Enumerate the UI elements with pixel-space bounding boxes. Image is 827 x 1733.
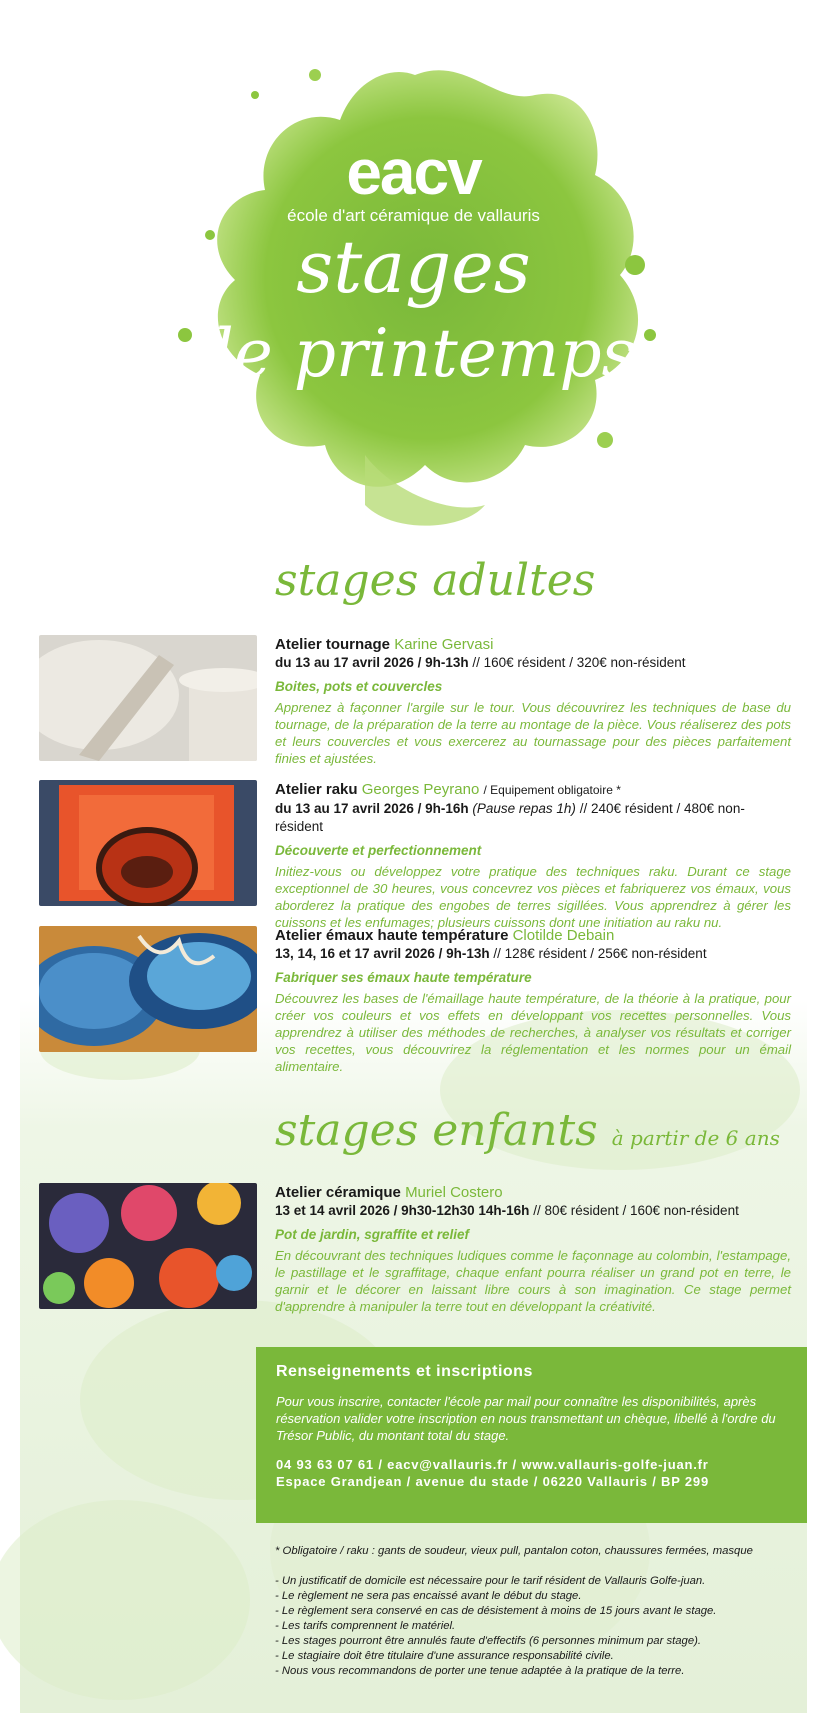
children-age-note: à partir de 6 ans (611, 1126, 780, 1150)
hero-title-line2: de printemps (191, 315, 636, 392)
course-dates: du 13 au 17 avril 2026 / 9h-13h (275, 655, 469, 670)
course-teacher: Muriel Costero (405, 1184, 503, 1201)
rule-item: - Le règlement sera conservé en cas de désistement à moins de 15 jours avant le stage. (275, 1605, 717, 1617)
school-logo (0, 136, 827, 226)
registration-text: Pour vous inscrire, contacter l'école par mail pour connaître les disponibilités, après réservation valider votre inscription en nous transmettant un chèque, libellé à l'ordre du Trésor Public, du montant total du stage. (276, 1394, 776, 1443)
adults-section-title (275, 555, 595, 606)
rule-item: - Le règlement ne sera pas encaissé avant le début du stage. (275, 1590, 582, 1602)
adults-title-text: stages adultes (275, 555, 596, 606)
course-extra: (Pause repas 1h) (472, 801, 576, 816)
contact-line: 04 93 63 07 61 / eacv@vallauris.fr / www.vallauris-golfe-juan.fr (276, 1457, 709, 1472)
registration-title: Renseignements et inscriptions (276, 1363, 533, 1380)
rule-item: - Nous vous recommandons de porter une tenue adaptée à la pratique de la terre. (275, 1665, 685, 1677)
school-name: école d'art céramique de vallauris (287, 206, 540, 225)
address-line: Espace Grandjean / avenue du stade / 06220 Vallauris / BP 299 (276, 1474, 709, 1489)
course-description: Découvrez les bases de l'émaillage haute température, de la théorie à la pratique, pour créer vos couleurs et vos effets en développant vos recettes personnelles. Vous apprendrez à utiliser des méthodes de recherches, à analyser vos résultats et corriger vos recettes, vous découvrirez la réglementation et les normes pour un émail alimentaire. (275, 991, 791, 1074)
course-teacher: Karine Gervasi (394, 636, 494, 653)
rule-item: - Le stagiaire doit être titulaire d'une assurance responsabilité civile. (275, 1650, 614, 1662)
course-subtitle: Pot de jardin, sgraffite et relief (275, 1227, 470, 1242)
course-teacher: Georges Peyrano (361, 781, 480, 798)
rule-item: - Les tarifs comprennent le matériel. (275, 1620, 456, 1632)
course-subtitle: Fabriquer ses émaux haute température (275, 970, 532, 985)
course-description: Apprenez à façonner l'argile sur le tour. Vous découvrirez les techniques de base du tournage, de la préparation de la terre au montage de la pièce. Vous réaliserez des pots et leurs couvercles et vous exercerez au tournassage pour des pièces parfaitement finies et ajustées. (275, 700, 791, 766)
course-name: Atelier raku (275, 781, 358, 798)
course-dates: 13, 14, 16 et 17 avril 2026 / 9h-13h (275, 946, 490, 961)
children-title-text: stages enfants (275, 1105, 598, 1156)
logo-mark: eacv (346, 136, 481, 208)
course-price: // 160€ résident / 320€ non-résident (472, 655, 686, 670)
rule-item: - Un justificatif de domicile est nécessaire pour le tarif résident de Vallauris Golfe-juan. (275, 1575, 706, 1587)
course-photo-glaze (39, 926, 257, 1052)
course-teacher: Clotilde Debain (512, 927, 615, 944)
course-price: // 80€ résident / 160€ non-résident (533, 1203, 739, 1218)
course-photo-raku (39, 780, 257, 906)
course-photo-pottery (39, 635, 257, 761)
course-description: Initiez-vous ou développez votre pratique des techniques raku. Durant ce stage exceptionnel de 30 heures, vous concevrez vos pièces et fabriquerez vos émaux, vous aborderez la pratique des engobes de terres sigillées. Vous apprendrez à gérer les cuissons et les enfumages; plusieurs cuissons dont une initiation au raku nu. (275, 864, 791, 930)
course-price: // 240€ résident / 480€ non-résident (275, 801, 745, 834)
course-subtitle: Boites, pots et couvercles (275, 679, 443, 694)
rule-item: - Les stages pourront être annulés faute d'effectifs (6 personnes minimum par stage). (275, 1635, 702, 1647)
course-name: Atelier tournage (275, 636, 391, 653)
raku-equipment-note: * Obligatoire / raku : gants de soudeur, vieux pull, pantalon coton, chaussures fermées, masque (275, 1545, 753, 1557)
hero-title-line1: stages (296, 225, 531, 309)
course-photo-kids-ceramics (39, 1183, 257, 1309)
course-dates: 13 et 14 avril 2026 / 9h30-12h30 14h-16h (275, 1203, 530, 1218)
course-name: Atelier émaux haute température (275, 927, 509, 944)
course-name: Atelier céramique (275, 1184, 401, 1201)
course-note: / Equipement obligatoire * (483, 783, 621, 797)
course-description: En découvrant des techniques ludiques comme le façonnage au colombin, l'estampage, le pastillage et le sgraffitage, chaque enfant pourra réaliser un grand pot en terre, le garnir et le décorer en laissant libre cours à son imagination. Ce stage permet d'apprendre à manipuler la terre tout en développant la créativité. (275, 1248, 791, 1314)
children-section-title (275, 1105, 780, 1156)
course-price: // 128€ résident / 256€ non-résident (493, 946, 707, 961)
footer-notes (275, 1544, 795, 1679)
course-subtitle: Découverte et perfectionnement (275, 843, 482, 858)
course-dates: du 13 au 17 avril 2026 / 9h-16h (275, 801, 469, 816)
registration-info-box (256, 1347, 807, 1523)
